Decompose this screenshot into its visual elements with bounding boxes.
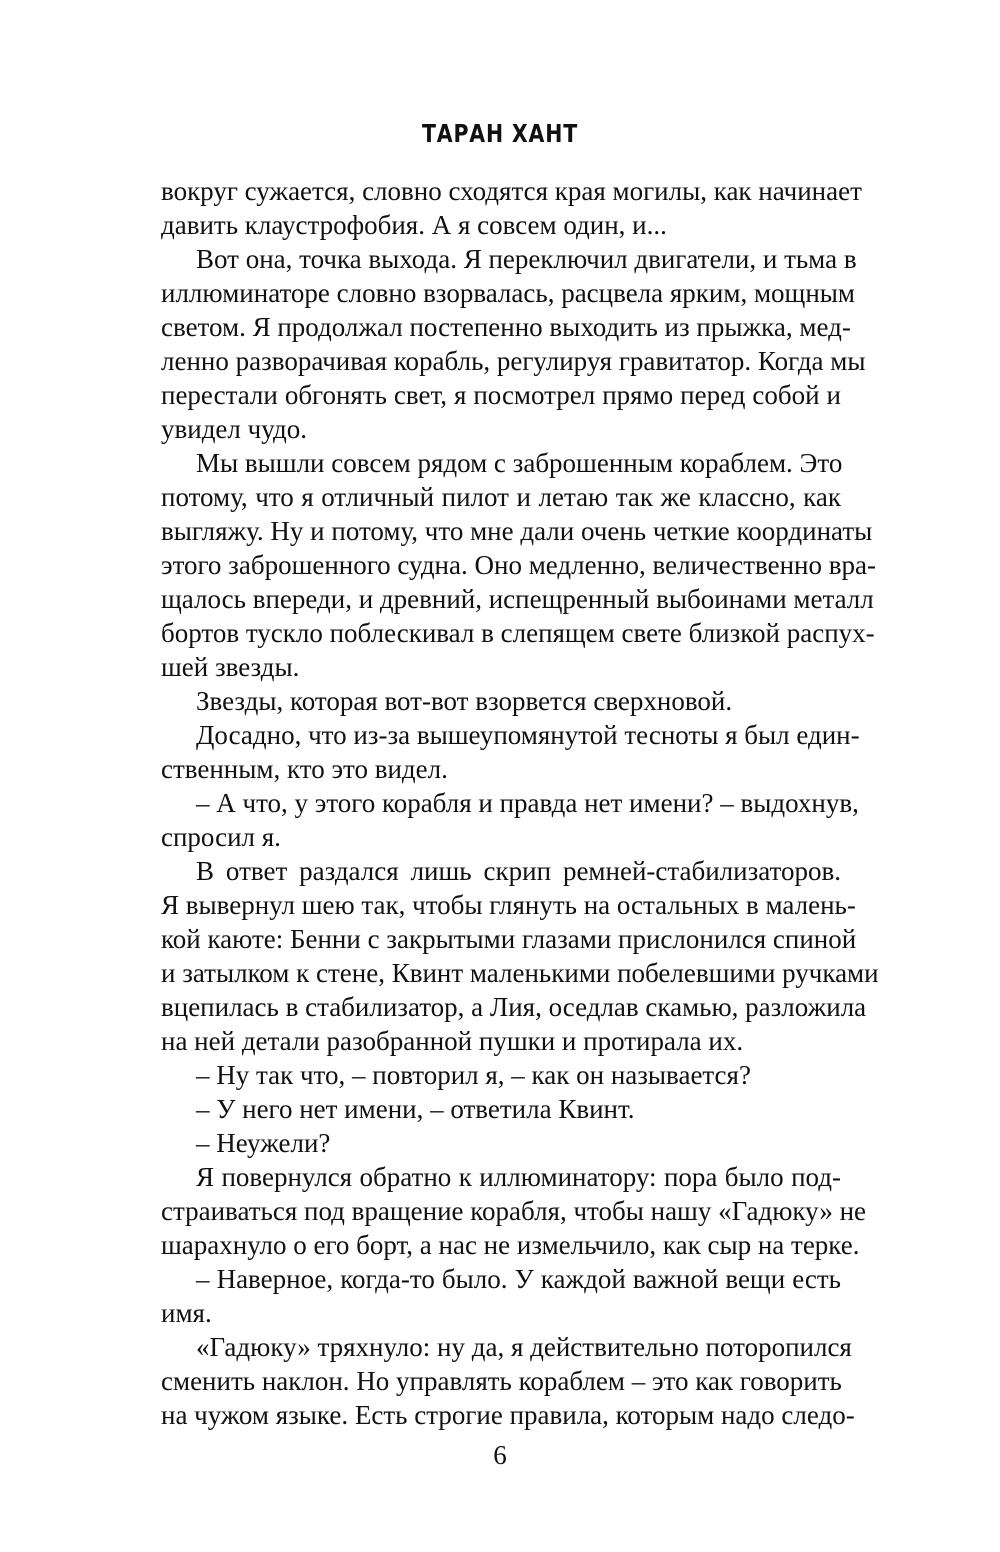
text-line: выгляжу. Ну и потому, что мне дали очень четкие координаты	[161, 516, 873, 546]
text-line: Мы вышли совсем рядом с заброшенным кораблем. Это	[196, 448, 843, 478]
text-line: шей звезды.	[161, 652, 300, 682]
text-line: этого заброшенного судна. Оно медленно, величественно вра-	[161, 550, 876, 580]
text-line: имя.	[161, 1298, 212, 1328]
text-line: кой каюте: Бенни с закрытыми глазами прислонился спиной	[161, 924, 857, 954]
text-line: – Неужели?	[196, 1128, 331, 1158]
text-line: на чужом языке. Есть строгие правила, которым надо следо-	[161, 1400, 855, 1430]
text-line: Вот она, точка выхода. Я переключил двигатели, и тьма в	[196, 244, 857, 274]
text-line: увидел чудо.	[161, 414, 308, 444]
text-line: «Гадюку» тряхнуло: ну да, я действительно поторопился	[196, 1332, 852, 1362]
text-line: и затылком к стене, Квинт маленькими побелевшими ручками	[161, 958, 879, 988]
text-line: вокруг сужается, словно сходятся края могилы, как начинает	[161, 176, 862, 206]
text-line: – Наверное, когда-то было. У каждой важной вещи есть	[196, 1264, 841, 1294]
text-line: Я вывернул шею так, чтобы глянуть на остальных в малень-	[161, 890, 856, 920]
running-head: ТАРАН ХАНТ	[421, 119, 579, 148]
text-line: перестали обгонять свет, я посмотрел прямо перед собой и	[161, 380, 841, 410]
text-line: светом. Я продолжал постепенно выходить из прыжка, мед-	[161, 312, 851, 342]
text-line: Звезды, которая вот-вот взорвется сверхновой.	[196, 686, 733, 716]
text-line: щалось впереди, и древний, испещренный выбоинами металл	[161, 584, 874, 614]
text-line: В ответ раздался лишь скрип ремней-стабилизаторов.	[196, 856, 841, 886]
text-line: давить клаустрофобия. А я совсем один, и...	[161, 210, 667, 240]
text-line: на ней детали разобранной пушки и протирала их.	[161, 1026, 744, 1056]
text-line: иллюминаторе словно взорвалась, расцвела ярким, мощным	[161, 278, 856, 308]
text-line: бортов тускло поблескивал в слепящем свете близкой распух-	[161, 618, 875, 648]
text-line: – У него нет имени, – ответила Квинт.	[196, 1094, 635, 1124]
text-line: потому, что я отличный пилот и летаю так же классно, как	[161, 482, 841, 512]
text-line: шарахнуло о его борт, а нас не измельчило, как сыр на терке.	[161, 1230, 860, 1260]
text-line: Я повернулся обратно к иллюминатору: пора было под-	[196, 1162, 841, 1192]
text-line: ленно разворачивая корабль, регулируя гравитатор. Когда мы	[161, 346, 866, 376]
text-line: страиваться под вращение корабля, чтобы нашу «Гадюку» не	[161, 1196, 867, 1226]
text-line: Досадно, что из-за вышеупомянутой тесноты я был един-	[196, 720, 860, 750]
text-line: – А что, у этого корабля и правда нет имени? – выдохнув,	[196, 788, 859, 818]
text-line: спросил я.	[161, 822, 281, 852]
page-number: 6	[493, 1440, 507, 1470]
text-line: – Ну так что, – повторил я, – как он называется?	[196, 1060, 751, 1090]
text-line: вцепилась в стабилизатор, а Лия, оседлав скамью, разложила	[161, 992, 867, 1022]
text-line: ственным, кто это видел.	[161, 754, 448, 784]
text-line: сменить наклон. Но управлять кораблем – это как говорить	[161, 1366, 842, 1396]
